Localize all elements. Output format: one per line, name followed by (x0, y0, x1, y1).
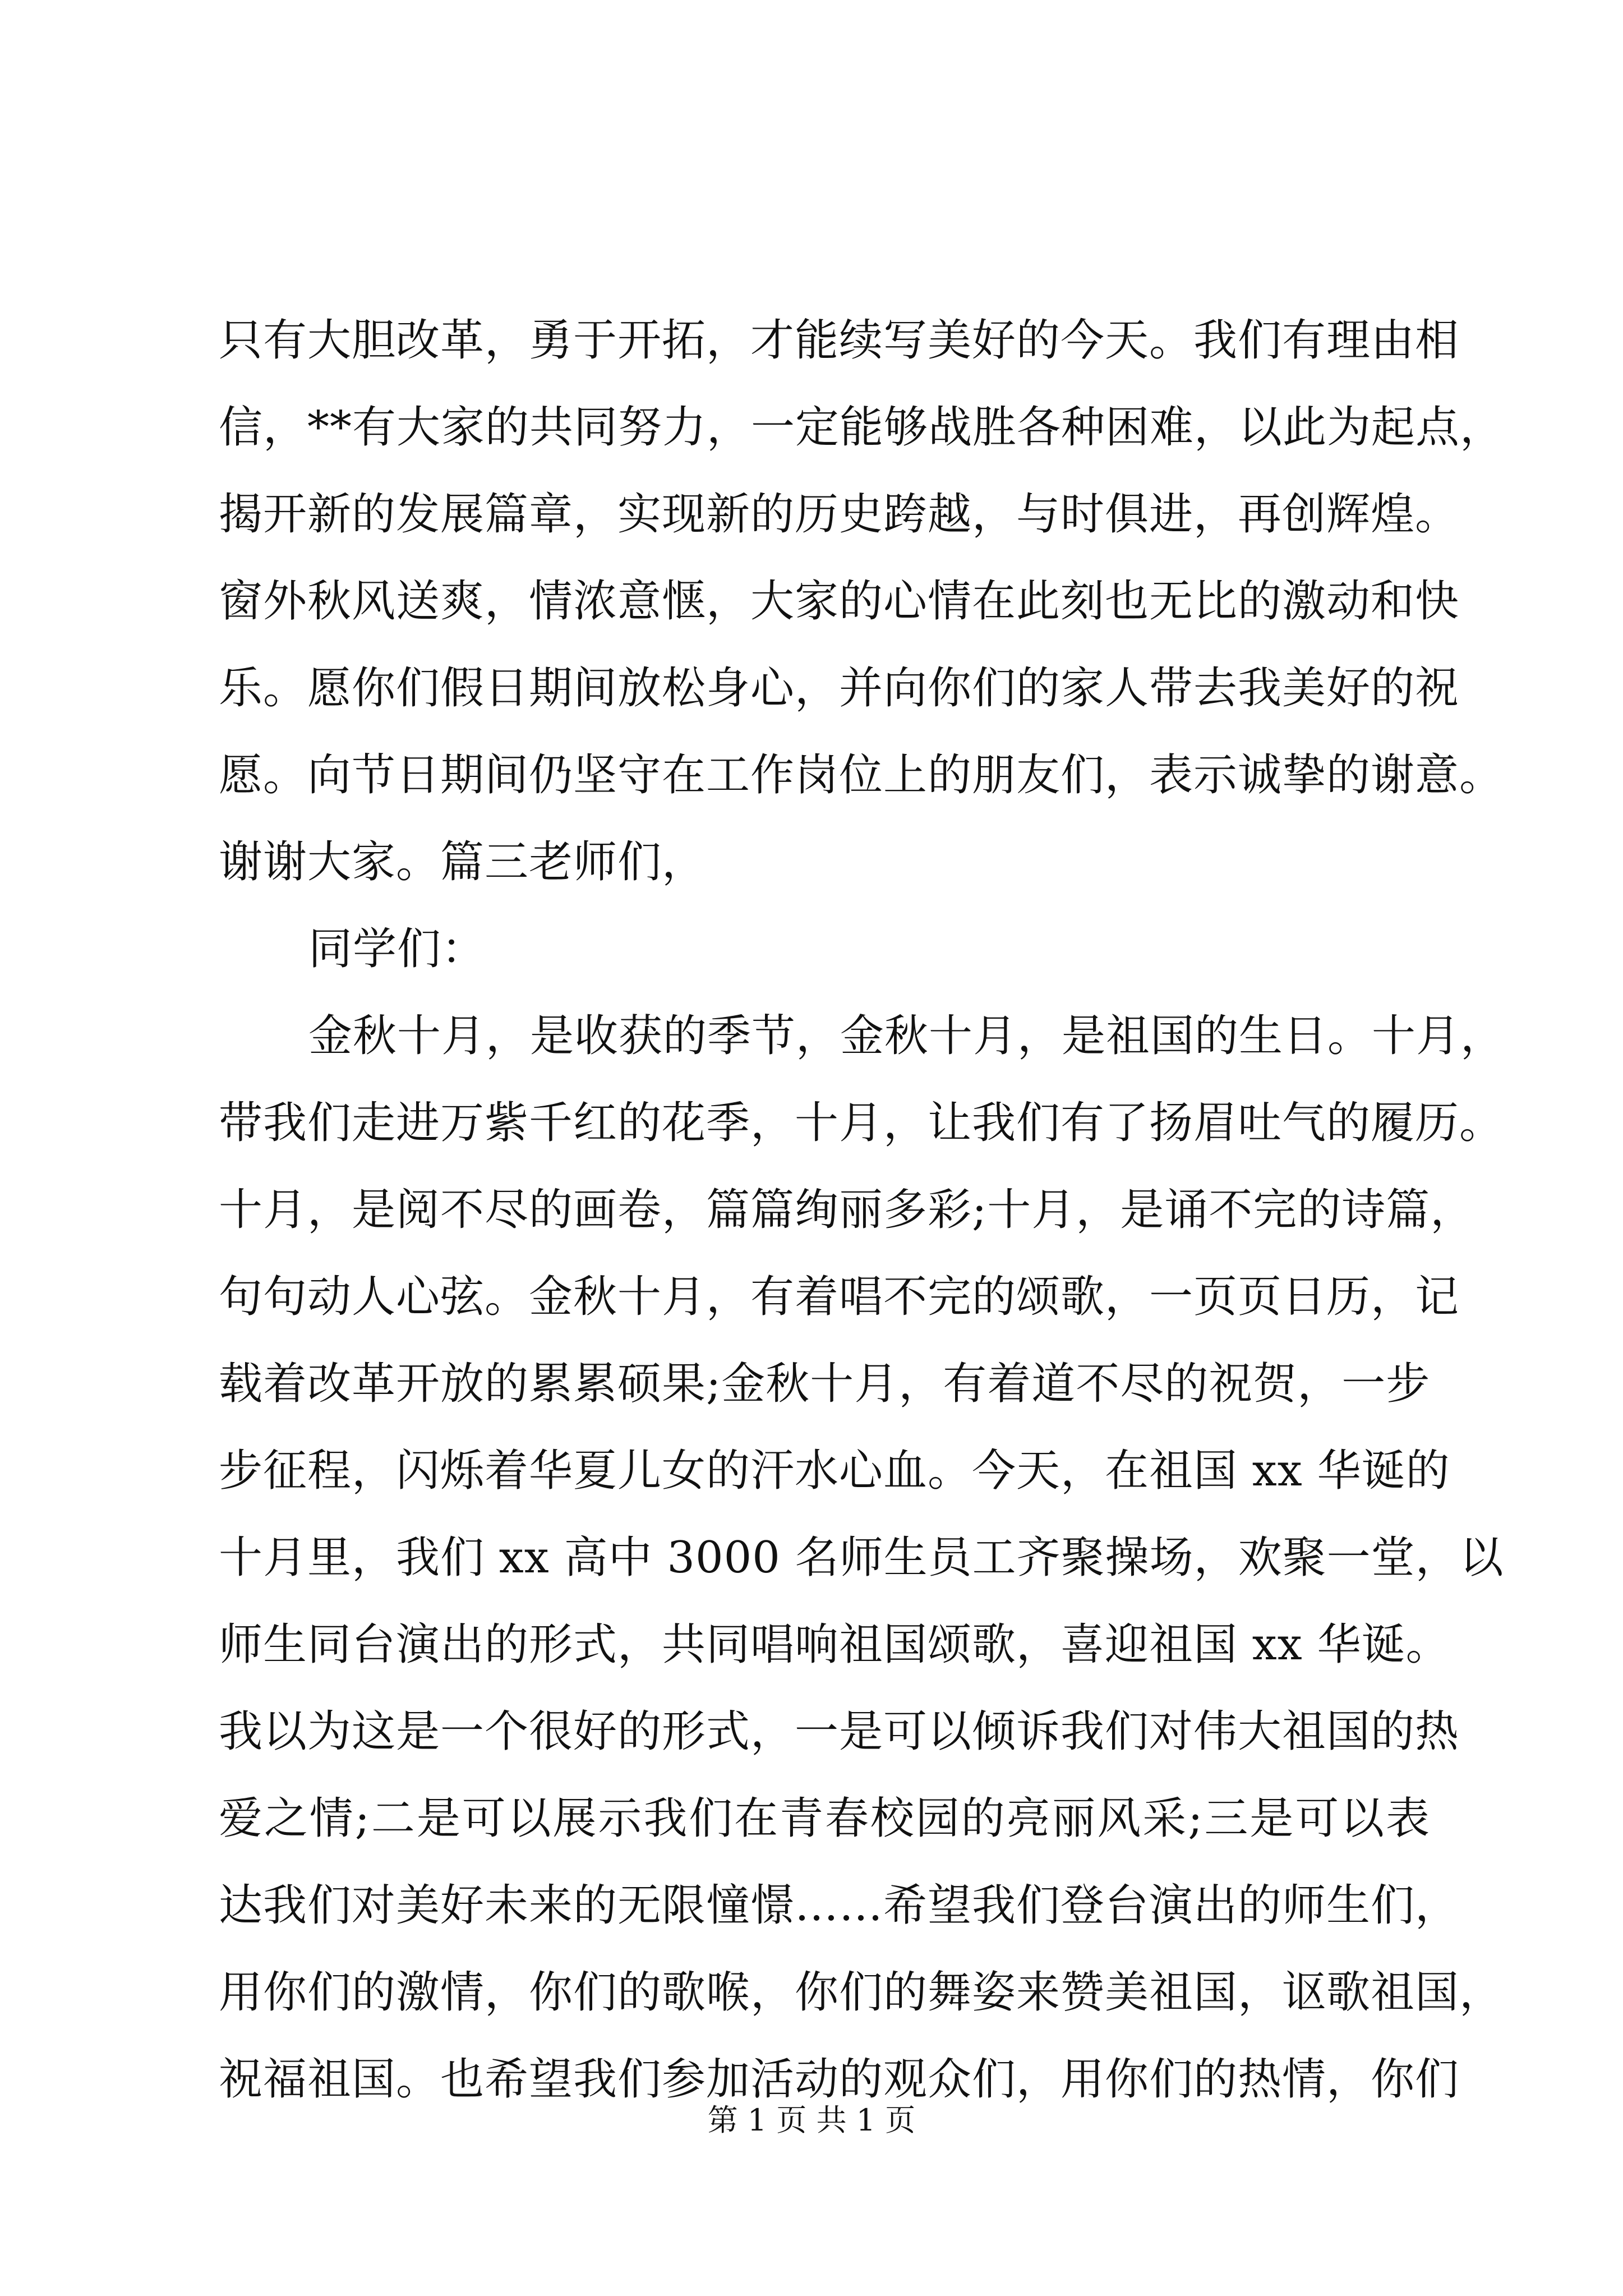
text-line: 愿。向节日期间仍坚守在工作岗位上的朋友们，表示诚挚的谢意。 (219, 750, 1504, 800)
salutation-line: 同学们： (308, 924, 486, 974)
text-line: 句句动人心弦。金秋十月，有着唱不完的颂歌，一页页日历，记 (219, 1272, 1460, 1322)
text-line: 载着改革开放的累累硕果;金秋十月，有着道不尽的祝贺，一步 (219, 1359, 1431, 1409)
text-line: 祝福祖国。也希望我们参加活动的观众们，用你们的热情，你们 (219, 2054, 1460, 2105)
text-line: 爱之情;二是可以展示我们在青春校园的亮丽风采;三是可以表 (219, 1793, 1430, 1844)
text-line: 十月里，我们 xx 高中 3000 名师生员工齐聚操场，欢聚一堂，以 (219, 1533, 1504, 1583)
page-footer: 第 1 页 共 1 页 (707, 2102, 916, 2138)
text-line: 只有大胆改革，勇于开拓，才能续写美好的今天。我们有理由相 (219, 315, 1460, 366)
document-body (219, 297, 1505, 2123)
text-line: 谢谢大家。篇三老师们， (219, 837, 707, 887)
text-line: 师生同台演出的形式，共同唱响祖国颂歌，喜迎祖国 xx 华诞。 (219, 1619, 1450, 1670)
text-line: 用你们的激情，你们的歌喉，你们的舞姿来赞美祖国，讴歌祖国， (219, 1967, 1504, 2018)
text-line: 乐。愿你们假日期间放松身心，并向你们的家人带去我美好的祝 (219, 663, 1460, 714)
paragraph-start-line: 金秋十月，是收获的季节，金秋十月，是祖国的生日。十月， (308, 1011, 1505, 1061)
text-line: 步征程，闪烁着华夏儿女的汗水心血。今天，在祖国 xx 华诞的 (219, 1446, 1450, 1496)
text-line: 我以为这是一个很好的形式，一是可以倾诉我们对伟大祖国的热 (219, 1706, 1460, 1757)
text-line: 十月，是阅不尽的画卷，篇篇绚丽多彩;十月，是诵不完的诗篇， (219, 1185, 1475, 1235)
text-line: 揭开新的发展篇章，实现新的历史跨越，与时俱进，再创辉煌。 (219, 489, 1460, 540)
text-line: 带我们走进万紫千红的花季，十月，让我们有了扬眉吐气的履历。 (219, 1098, 1504, 1148)
text-line: 窗外秋风送爽，情浓意惬，大家的心情在此刻也无比的激动和快 (219, 576, 1460, 627)
text-line: 信，**有大家的共同努力，一定能够战胜各种困难，以此为起点， (219, 402, 1505, 453)
text-line: 达我们对美好未来的无限憧憬……希望我们登台演出的师生们， (219, 1880, 1460, 1931)
